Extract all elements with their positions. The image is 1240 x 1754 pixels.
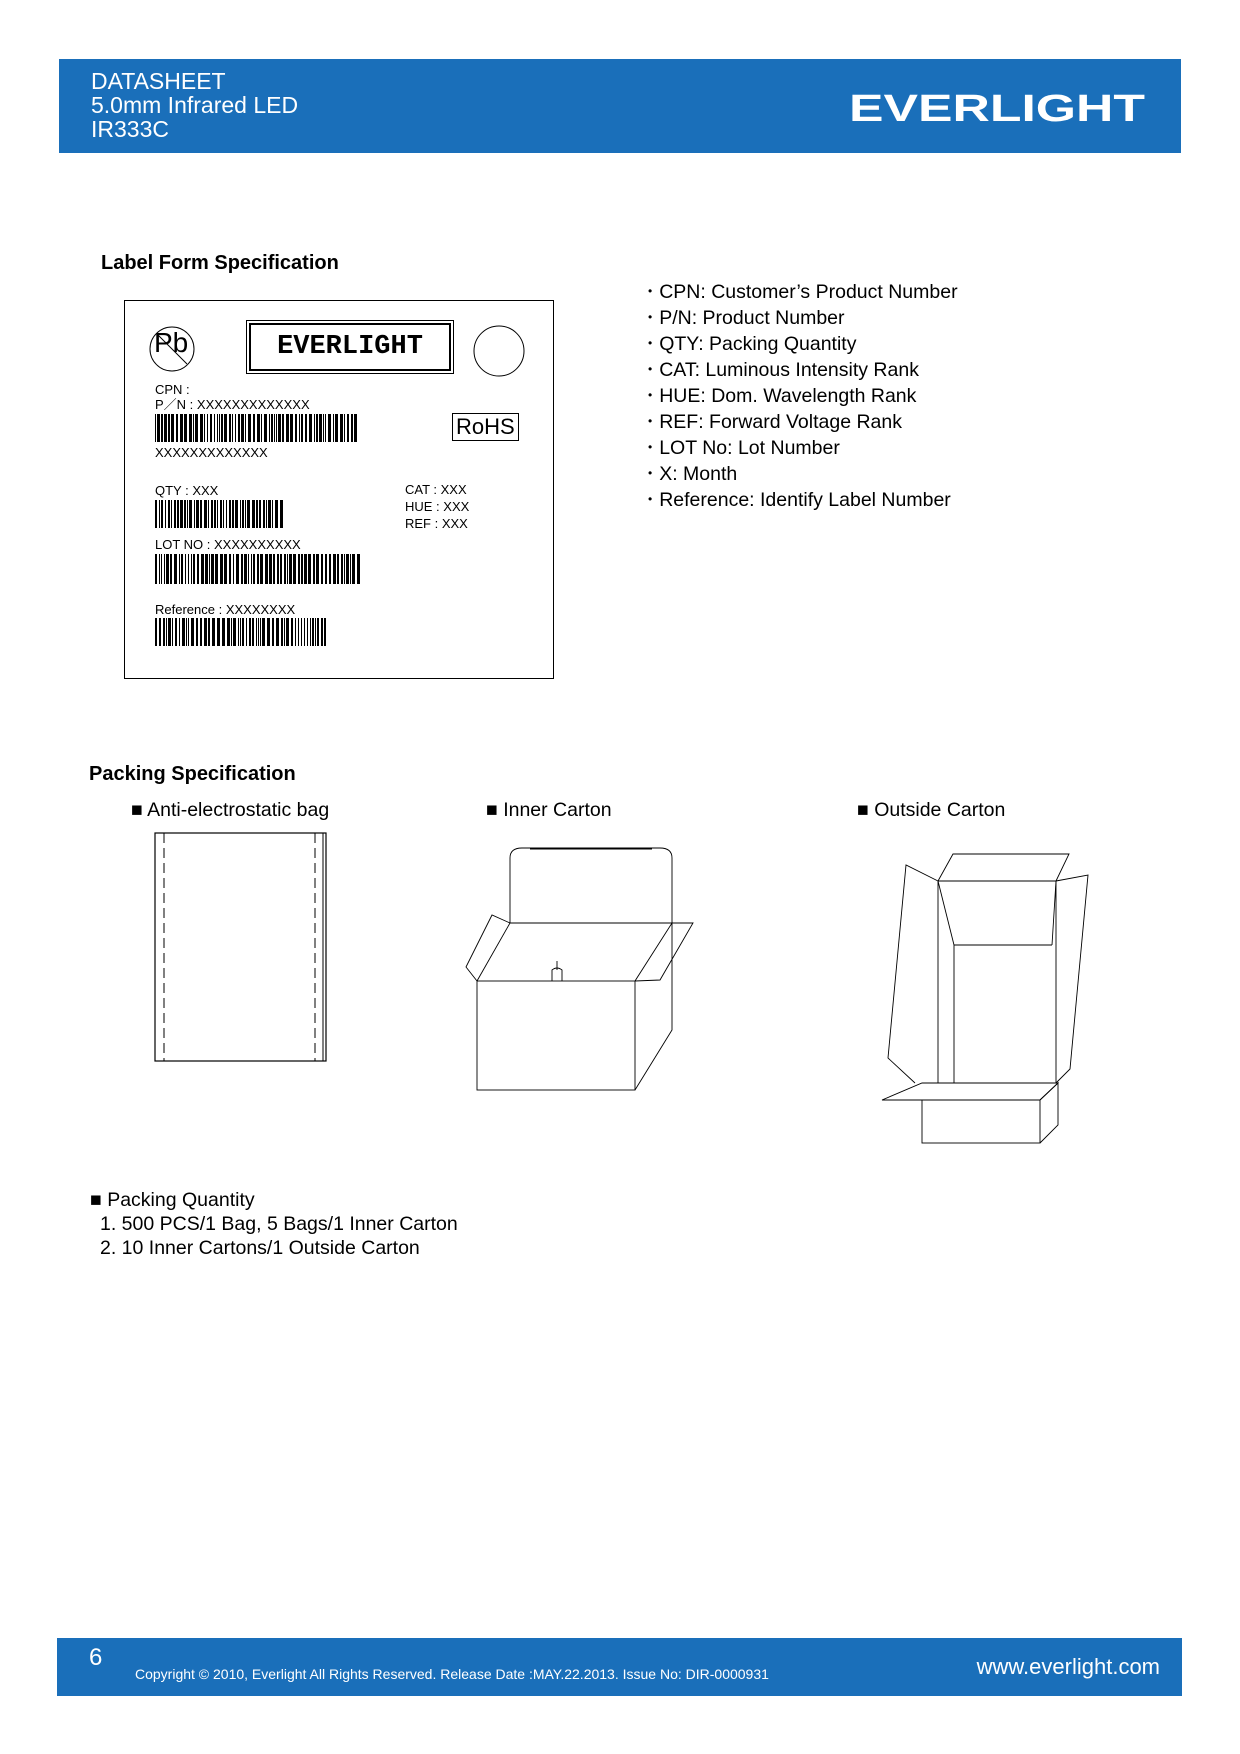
cat-text: CAT : XXX xyxy=(405,482,467,497)
barcode-bar xyxy=(245,500,246,528)
copyright-text: Copyright © 2010, Everlight All Rights Reserved. Release Date :MAY.22.2013. Issue No: DIR-0000931 xyxy=(135,1666,769,1682)
barcode-bar xyxy=(262,618,265,646)
quantity-line-2: 2. 10 Inner Cartons/1 Outside Carton xyxy=(100,1237,420,1259)
barcode-bar xyxy=(193,414,194,442)
barcode-bar xyxy=(208,500,209,528)
barcode-bar xyxy=(290,414,293,442)
barcode-bar xyxy=(233,618,236,646)
legend-item: • QTY: Packing Quantity xyxy=(648,332,958,358)
barcode-bar xyxy=(261,414,262,442)
barcode-bar xyxy=(226,500,227,528)
barcode-bar xyxy=(256,500,258,528)
legend-item: • CPN: Customer’s Product Number xyxy=(648,280,958,306)
barcode-bar xyxy=(268,500,271,528)
barcode-bar xyxy=(229,414,231,442)
barcode-bar xyxy=(181,554,183,584)
barcode-bar xyxy=(219,414,220,442)
barcode-bar xyxy=(200,500,202,528)
barcode-bar xyxy=(241,414,244,442)
bag-label: ■ Anti-electrostatic bag xyxy=(131,799,330,821)
barcode-bar xyxy=(189,500,192,528)
hue-text: HUE : XXX xyxy=(405,499,470,514)
barcode-bar xyxy=(200,414,203,442)
pn-code-text: XXXXXXXXXXXXX xyxy=(155,445,268,460)
barcode-bar xyxy=(272,618,274,646)
barcode-bar xyxy=(276,618,279,646)
barcode-bar xyxy=(187,500,188,528)
inner-carton-label: ■ Inner Carton xyxy=(486,799,612,821)
barcode-bar xyxy=(171,500,172,528)
barcode-bar xyxy=(180,414,183,442)
barcode-bar xyxy=(267,618,270,646)
barcode-bar xyxy=(291,618,293,646)
barcode-bar xyxy=(317,618,319,646)
barcode-bar xyxy=(204,414,205,442)
barcode-bar xyxy=(238,618,239,646)
barcode-bar xyxy=(224,414,227,442)
barcode-bar xyxy=(324,618,326,646)
ref-text: REF : XXX xyxy=(405,516,468,531)
barcode-bar xyxy=(223,500,224,528)
barcode-bar xyxy=(163,618,165,646)
barcode-bar xyxy=(232,414,233,442)
barcode-bar xyxy=(301,414,303,442)
barcode-bar xyxy=(241,554,243,584)
barcode-bar xyxy=(272,500,273,528)
barcode-bar xyxy=(220,554,223,584)
barcode-bar xyxy=(159,554,160,584)
barcode-bar xyxy=(232,500,234,528)
barcode-bar xyxy=(189,414,192,442)
barcode-bar xyxy=(240,500,241,528)
barcode-bar xyxy=(155,414,156,442)
barcode-bar xyxy=(344,554,345,584)
barcode-bar xyxy=(333,554,336,584)
barcode-bar xyxy=(277,554,279,584)
barcode-bar xyxy=(164,414,167,442)
barcode-bar xyxy=(210,414,212,442)
barcode-bar xyxy=(170,554,172,584)
outside-carton-drawing xyxy=(860,845,1100,1145)
barcode-bar xyxy=(168,414,170,442)
barcode-bar xyxy=(184,414,187,442)
barcode-bar xyxy=(191,554,192,584)
barcode-bar xyxy=(281,618,283,646)
barcode-bar xyxy=(188,618,189,646)
barcode-bar xyxy=(315,618,316,646)
barcode-bar xyxy=(193,554,195,584)
legend-item: • X: Month xyxy=(648,462,958,488)
barcode-bar xyxy=(282,414,284,442)
everlight-logo xyxy=(849,88,1149,130)
barcode-bar xyxy=(217,618,220,646)
barcode-bar xyxy=(298,554,300,584)
barcode-bar xyxy=(242,500,244,528)
barcode-bar xyxy=(159,618,161,646)
barcode-bar xyxy=(164,554,165,584)
barcode-bar xyxy=(235,414,236,442)
barcode-bar xyxy=(159,500,160,528)
page-number: 6 xyxy=(89,1644,103,1671)
barcode-bar xyxy=(347,414,349,442)
barcode-bar xyxy=(289,554,292,584)
barcode-bar xyxy=(344,414,345,442)
barcode-bar xyxy=(188,554,189,584)
barcode-bar xyxy=(304,618,305,646)
barcode-bar xyxy=(155,618,157,646)
barcode-bar xyxy=(253,554,255,584)
barcode-bar xyxy=(174,500,176,528)
barcode-bar xyxy=(284,618,285,646)
header-bar xyxy=(59,59,1181,153)
barcode-pn xyxy=(155,414,360,444)
barcode-bar xyxy=(341,554,343,584)
barcode-bar xyxy=(180,500,183,528)
barcode-lot xyxy=(155,554,365,586)
barcode-bar xyxy=(161,414,163,442)
barcode-bar xyxy=(319,414,322,442)
barcode-bar xyxy=(299,414,300,442)
barcode-bar xyxy=(253,414,255,442)
barcode-bar xyxy=(258,618,259,646)
barcode-bar xyxy=(197,554,199,584)
barcode-bar xyxy=(278,414,281,442)
barcode-bar xyxy=(214,500,216,528)
barcode-bar xyxy=(208,618,210,646)
barcode-bar xyxy=(275,500,278,528)
product-title: 5.0mm Infrared LED xyxy=(91,92,299,118)
barcode-bar xyxy=(195,414,198,442)
pb-text: Pb xyxy=(154,327,189,358)
barcode-bar xyxy=(245,414,246,442)
barcode-bar xyxy=(310,618,311,646)
barcode-bar xyxy=(204,500,207,528)
barcode-bar xyxy=(201,554,204,584)
barcode-bar xyxy=(252,618,254,646)
barcode-bar xyxy=(251,554,252,584)
barcode-bar xyxy=(286,618,289,646)
barcode-bar xyxy=(295,618,296,646)
barcode-bar xyxy=(191,618,194,646)
barcode-bar xyxy=(312,618,314,646)
label-form xyxy=(124,300,554,679)
barcode-bar xyxy=(280,500,283,528)
lot-text: LOT NO : XXXXXXXXXX xyxy=(155,537,301,552)
brand-text: EVERLIGHT xyxy=(277,332,423,362)
label-section-title: Label Form Specification xyxy=(101,252,339,274)
barcode-bar xyxy=(200,618,202,646)
barcode-bar xyxy=(252,500,255,528)
barcode-bar xyxy=(227,618,230,646)
barcode-bar xyxy=(165,500,166,528)
barcode-bar xyxy=(350,554,351,584)
barcode-bar xyxy=(280,554,282,584)
bag-drawing xyxy=(150,830,330,1065)
packing-section-title: Packing Specification xyxy=(89,763,296,785)
barcode-bar xyxy=(166,554,169,584)
blank-circle-icon xyxy=(473,325,525,377)
barcode-bar xyxy=(298,618,299,646)
barcode-bar xyxy=(182,618,185,646)
barcode-bar xyxy=(236,554,239,584)
barcode-bar xyxy=(273,554,275,584)
barcode-bar xyxy=(171,414,174,442)
barcode-bar xyxy=(287,554,288,584)
barcode-bar xyxy=(217,500,218,528)
barcode-bar xyxy=(224,554,227,584)
barcode-bar xyxy=(157,414,160,442)
barcode-bar xyxy=(175,618,177,646)
barcode-bar xyxy=(196,500,199,528)
barcode-bar xyxy=(215,554,218,584)
barcode-bar xyxy=(221,414,223,442)
barcode-bar xyxy=(242,618,244,646)
barcode-bar xyxy=(352,554,355,584)
barcode-bar xyxy=(179,554,180,584)
barcode-bar xyxy=(295,414,297,442)
barcode-bar xyxy=(284,554,286,584)
barcode-bar xyxy=(265,554,268,584)
barcode-bar xyxy=(249,618,251,646)
barcode-bar xyxy=(337,554,339,584)
barcode-bar xyxy=(238,414,240,442)
barcode-qty xyxy=(155,500,290,530)
reference-text: Reference : XXXXXXXX xyxy=(155,602,296,617)
barcode-bar xyxy=(257,554,259,584)
barcode-bar xyxy=(346,554,349,584)
barcode-bar xyxy=(271,414,273,442)
barcode-bar xyxy=(209,554,210,584)
barcode-bar xyxy=(176,414,178,442)
barcode-bar xyxy=(321,618,323,646)
barcode-bar xyxy=(314,414,315,442)
barcode-bar xyxy=(179,618,180,646)
pn-text: P／N : XXXXXXXXXXXXX xyxy=(155,397,310,412)
barcode-bar xyxy=(205,554,208,584)
barcode-bar xyxy=(194,500,195,528)
barcode-bar xyxy=(240,618,241,646)
barcode-bar xyxy=(235,500,238,528)
barcode-bar xyxy=(155,554,157,584)
barcode-bar xyxy=(276,414,277,442)
barcode-bar xyxy=(357,554,360,584)
barcode-bar xyxy=(269,554,272,584)
barcode-bar xyxy=(308,554,311,584)
barcode-bar xyxy=(220,500,222,528)
barcode-bar xyxy=(260,618,261,646)
barcode-bar xyxy=(263,500,265,528)
barcode-bar xyxy=(233,554,234,584)
barcode-bar xyxy=(172,618,173,646)
quantity-title: ■ Packing Quantity xyxy=(90,1189,255,1211)
barcode-bar xyxy=(166,618,167,646)
part-number: IR333C xyxy=(91,116,169,142)
barcode-bar xyxy=(248,414,251,442)
logo-text: EVERLIGHT xyxy=(849,88,1145,130)
barcode-bar xyxy=(212,618,215,646)
brand-box xyxy=(249,323,451,371)
barcode-bar xyxy=(328,414,331,442)
barcode-bar xyxy=(309,414,312,442)
barcode-bar xyxy=(260,554,263,584)
barcode-bar xyxy=(231,618,232,646)
legend-item: • LOT No: Lot Number xyxy=(648,436,958,462)
doc-type: DATASHEET xyxy=(91,68,226,94)
barcode-bar xyxy=(168,500,170,528)
barcode-bar xyxy=(168,618,171,646)
website-link[interactable]: www.everlight.com xyxy=(976,1654,1160,1679)
barcode-bar xyxy=(161,554,162,584)
barcode-reference xyxy=(155,618,330,648)
footer-bar xyxy=(57,1638,1182,1696)
barcode-bar xyxy=(256,618,257,646)
barcode-bar xyxy=(293,554,296,584)
legend-item: • REF: Forward Voltage Rank xyxy=(648,410,958,436)
barcode-bar xyxy=(333,414,334,442)
barcode-bar xyxy=(217,414,218,442)
rohs-box: RoHS xyxy=(452,413,519,441)
barcode-bar xyxy=(244,554,247,584)
barcode-bar xyxy=(264,414,267,442)
barcode-bar xyxy=(321,554,323,584)
barcode-bar xyxy=(266,500,267,528)
legend-item: • CAT: Luminous Intensity Rank xyxy=(648,358,958,384)
quantity-line-1: 1. 500 PCS/1 Bag, 5 Bags/1 Inner Carton xyxy=(100,1213,458,1235)
barcode-bar xyxy=(246,618,247,646)
inner-carton-drawing xyxy=(460,840,700,1090)
barcode-bar xyxy=(335,414,338,442)
barcode-bar xyxy=(161,500,163,528)
barcode-bar xyxy=(222,618,225,646)
legend-item: • Reference: Identify Label Number xyxy=(648,488,958,514)
barcode-bar xyxy=(269,414,270,442)
barcode-bar xyxy=(305,414,307,442)
barcode-bar xyxy=(257,414,260,442)
barcode-bar xyxy=(184,500,186,528)
barcode-bar xyxy=(186,618,187,646)
legend-item: • P/N: Product Number xyxy=(648,306,958,332)
barcode-bar xyxy=(329,554,331,584)
barcode-bar xyxy=(207,414,208,442)
qty-text: QTY : XXX xyxy=(155,483,219,498)
barcode-bar xyxy=(211,500,213,528)
barcode-bar xyxy=(304,554,307,584)
cpn-text: CPN : xyxy=(155,382,190,397)
barcode-bar xyxy=(316,414,318,442)
barcode-bar xyxy=(351,414,353,442)
barcode-bar xyxy=(313,554,315,584)
barcode-bar xyxy=(196,618,198,646)
barcode-bar xyxy=(229,554,231,584)
barcode-bar xyxy=(325,414,326,442)
barcode-bar xyxy=(325,554,327,584)
barcode-bar xyxy=(316,554,319,584)
barcode-bar xyxy=(323,414,324,442)
legend-item: • HUE: Dom. Wavelength Rank xyxy=(648,384,958,410)
barcode-bar xyxy=(301,618,302,646)
barcode-bar xyxy=(248,554,249,584)
barcode-bar xyxy=(211,554,214,584)
barcode-bar xyxy=(229,500,231,528)
outside-carton-label: ■ Outside Carton xyxy=(857,799,1006,821)
barcode-bar xyxy=(301,554,303,584)
barcode-bar xyxy=(286,414,289,442)
barcode-bar xyxy=(340,414,343,442)
barcode-bar xyxy=(177,500,179,528)
barcode-bar xyxy=(354,414,357,442)
barcode-bar xyxy=(247,500,250,528)
barcode-bar xyxy=(259,500,261,528)
barcode-bar xyxy=(307,618,308,646)
barcode-bar xyxy=(204,618,207,646)
barcode-bar xyxy=(274,414,275,442)
barcode-bar xyxy=(185,554,186,584)
barcode-bar xyxy=(214,414,215,442)
barcode-bar xyxy=(174,554,177,584)
label-legend xyxy=(648,280,958,514)
barcode-bar xyxy=(155,500,157,528)
